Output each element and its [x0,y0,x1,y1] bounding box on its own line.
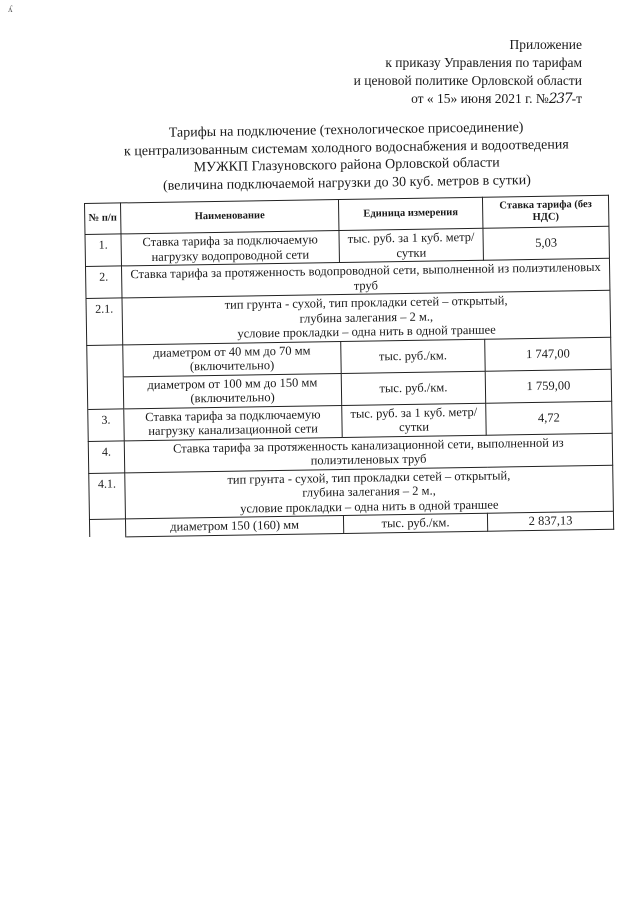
row-section-text: Ставка тарифа за протяженность водопроводной сети, выполненной из полиэтиленовых труб [121,258,609,298]
conditions-line-2: глубина залегания – 2 м., [302,483,436,500]
order-number: 237 [548,91,572,107]
row-name: Ставка тарифа за подключаемую нагрузку канализационной сети [124,405,342,440]
row-num: 3. [88,408,124,441]
row-num: 4.1. [89,472,126,519]
row-value: 1 747,00 [485,337,611,371]
row-unit: тыс. руб. за 1 куб. метр/сутки [342,403,486,437]
table-row [89,465,614,520]
row-value: 2 837,13 [487,511,613,530]
row-value: 1 759,00 [485,369,611,403]
order-date: от « 15» июня 2021 г. № [411,91,549,106]
row-num: 2. [85,266,121,299]
appendix-line-1: Приложение [509,37,582,52]
tariff-table [84,195,614,538]
row-name: диаметром от 100 мм до 150 мм (включительно) [123,373,341,408]
header-rate: Ставка тарифа (без НДС) [482,195,608,228]
title-line-4: (величина подключаемой нагрузки до 30 куб. метров в сутки) [162,172,531,194]
row-name: диаметром 150 (160) мм [125,515,343,536]
row-num: 2.1. [86,298,123,345]
header-num: № п/п [85,203,121,235]
row-unit: тыс. руб./км. [341,339,485,373]
title-line-1: Тарифы на подключение (технологическое присоединение) [168,120,524,141]
row-num: 1. [85,234,121,267]
row-num: 4. [88,440,124,473]
row-name: диаметром от 40 мм до 70 мм (включительно) [123,341,341,376]
corner-mark: ʎ [8,4,13,14]
conditions-line-1: тип грунта - сухой, тип прокладки сетей – открытый, [227,467,511,487]
conditions-line-2: глубина залегания – 2 м., [299,309,434,326]
row-num-empty [87,344,123,377]
order-suffix: -т [571,91,582,106]
row-conditions [125,465,614,519]
row-value: 4,72 [486,401,612,435]
row-num-empty [89,519,125,537]
appendix-line-2: к приказу Управления по тарифам [385,55,582,70]
header-unit: Единица измерения [338,197,482,230]
table-row [86,290,611,345]
row-section-text: Ставка тарифа за протяженность канализационной сети, выполненной из полиэтиленовых труб [124,433,612,473]
row-conditions [122,290,611,344]
row-value: 5,03 [483,226,609,260]
appendix-header [354,36,582,108]
tariff-table-wrapper [84,195,614,538]
appendix-line-4 [354,90,582,108]
row-unit: тыс. руб./км. [343,513,487,533]
title-line-3: МУЖКП Глазуновского района Орловской области [193,155,500,176]
row-name: Ставка тарифа за подключаемую нагрузку водопроводной сети [121,230,339,265]
header-name: Наименование [121,200,339,234]
row-unit: тыс. руб. за 1 куб. метр/сутки [339,228,483,262]
row-unit: тыс. руб./км. [341,371,485,405]
document-title [86,118,607,196]
title-line-2: к централизованным системам холодного водоснабжения и водоотведения [123,136,569,159]
appendix-line-3: и ценовой политике Орловской области [353,73,582,88]
row-num-empty [87,376,123,409]
conditions-line-3: условие прокладки – одна нить в одной траншее [237,322,496,341]
conditions-line-1: тип грунта - сухой, тип прокладки сетей – открытый, [224,293,508,312]
conditions-line-3: условие прокладки – одна нить в одной траншее [240,497,499,516]
